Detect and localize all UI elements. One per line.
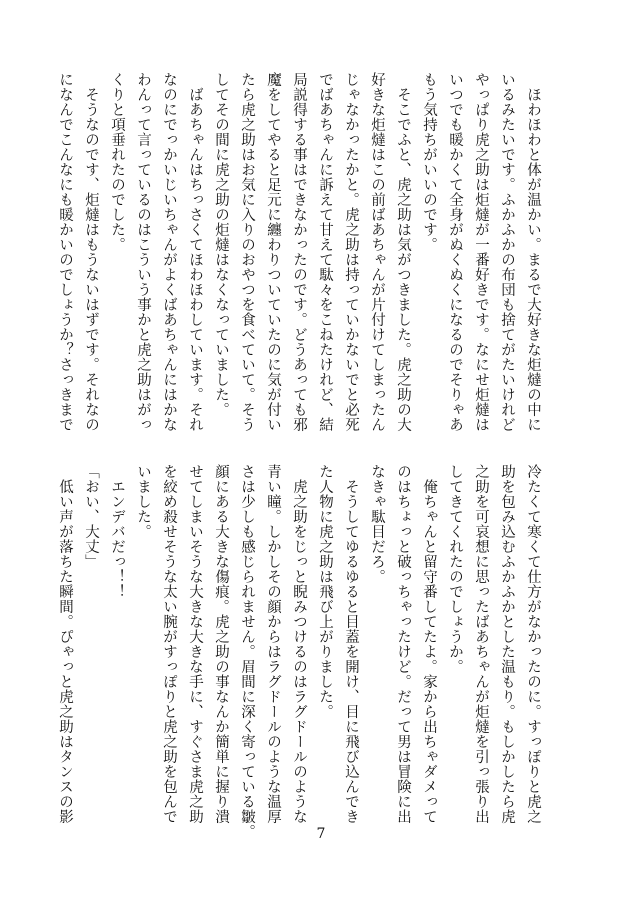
page-number: 7	[316, 826, 326, 842]
text-column: そうしてゆるゆると目蓋を開け、目に飛び込んでき	[343, 464, 359, 824]
text-column: になんでこんなにも暖かいのでしょうか？さっきまで	[57, 72, 73, 432]
text-column: 助を包み込むふかふかとした温もり。もしかしたら虎	[499, 464, 515, 824]
text-column: なきゃ駄目だろ。	[369, 464, 385, 584]
text-column: 青い瞳。しかしその顔からはラグドールのような温厚	[265, 464, 281, 824]
text-column: いるみたいです。ふかふかの布団も捨てがたいけれど	[499, 72, 515, 432]
lower-text-block	[57, 464, 546, 839]
text-column: 顔にある大きな傷痕。虎之助の事なんか簡単に握り潰	[213, 464, 229, 824]
text-column: 局説得する事はできなかったのです。どうあっても邪	[291, 72, 307, 432]
text-column: いました。	[135, 464, 151, 539]
text-column: さは少しも感じられません。眉間に深く寄っている皺。	[239, 464, 255, 839]
text-column: してその間に虎之助の炬燵はなくなっていました。	[213, 72, 229, 417]
text-column: 好きな炬燵はこの前ばあちゃんが片付けてしまったん	[369, 72, 385, 432]
text-column: わんって言っているのはこういう事かと虎之助はがっ	[135, 72, 151, 432]
text-column: そうなのです、炬燵はもうないはずです。それなの	[83, 72, 99, 432]
text-column: もう気持ちがいいのです。	[421, 72, 437, 252]
text-column: なのにでっかいじいちゃんがよくばあちゃんにはかな	[161, 72, 177, 432]
text-column: やっぱり虎之助は炬燵が一番好きです。なにせ炬燵は	[473, 72, 489, 432]
text-column: 低い声が落ちた瞬間。ぴゃっと虎之助はタンスの影	[57, 464, 73, 824]
text-column: 俺ちゃんと留守番してたよ。家から出ちゃダメって	[421, 464, 437, 824]
text-column: 魔をしてやると足元に纏わりついていたのに気が付い	[265, 72, 281, 432]
text-column: を絞め殺せそうな太い腕がすっぽりと虎之助を包んで	[161, 464, 177, 824]
text-column: ほわほわと体が温かい。まるで大好きな炬燵の中に	[525, 72, 541, 432]
text-column: せてしまいそうな大きな大きな手に、すぐさま虎之助	[187, 464, 203, 824]
text-column: そこでふと、虎之助は気がつきました。虎之助の大	[395, 72, 411, 432]
text-column: でばあちゃんに訴えて甘えて駄々をこねたけれど、結	[317, 72, 333, 432]
text-column: くりと項垂れたのでした。	[109, 72, 125, 252]
text-column: 冷たくて寒くて仕方がなかったのに。すっぽりと虎之	[525, 464, 541, 824]
text-column: いつでも暖かくて全身がぬくぬくになるのでそりゃあ	[447, 72, 463, 432]
upper-text-block	[57, 72, 546, 444]
text-column: のはちょっと破っちゃったけど。だって男は冒険に出	[395, 464, 411, 824]
text-column: エンデバだっ！！	[109, 464, 125, 599]
text-column: た人物に虎之助は飛び上がりました。	[317, 464, 333, 719]
text-column: してきてくれたのでしょうか。	[447, 464, 463, 674]
text-column: ばあちゃんはちっさくてほわほわしています。それ	[187, 72, 203, 432]
text-column: 「おい、大丈」	[83, 464, 99, 569]
text-column: 虎之助をじっと睨みつけるのはラグドールのような	[291, 464, 307, 824]
text-column: 之助を可哀想に思ったばあちゃんが炬燵を引っ張り出	[473, 464, 489, 824]
text-column: たら虎之助はお気に入りのおやつを食べていて。そう	[239, 72, 255, 432]
text-column: じゃなかったかと。虎之助は持っていかないでと必死	[343, 72, 359, 432]
